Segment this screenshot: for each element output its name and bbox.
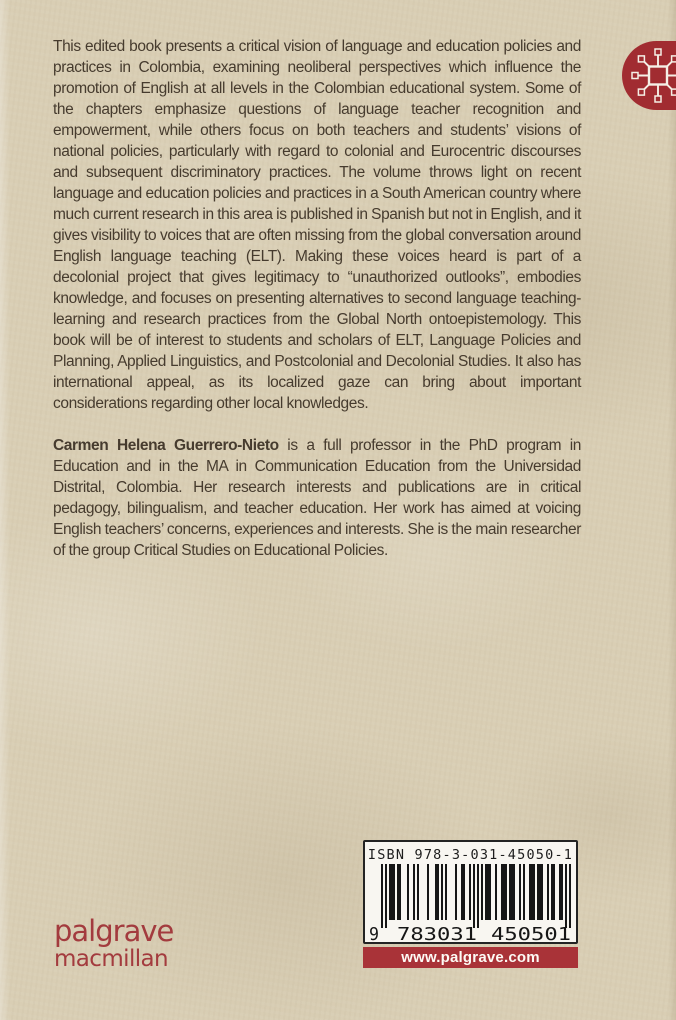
author-bio-text: is a full professor in the PhD program in Education and in the MA in Communication Education from the Universidad Distrital, Colombia. Her research interests and publications are in critical pedagogy, bilingualism, and teacher education. Her work has aimed at voicing English teachers’ concerns, experiences and interests. She is the main researcher of the group Critical Studies on Educational Policies. [53, 437, 582, 559]
publisher-logo [54, 916, 173, 971]
svg-text:9: 9 [369, 924, 379, 944]
author-name: Carmen Helena Guerrero-Nieto [53, 437, 279, 454]
barcode-block [363, 840, 578, 968]
ean13-barcode [368, 864, 573, 944]
svg-text:783031: 783031 [397, 924, 477, 944]
palgrave-wordmark: palgrave [54, 914, 174, 948]
series-emblem-badge [622, 41, 676, 110]
svg-text:450501: 450501 [491, 924, 571, 944]
website-url: www.palgrave.com [401, 949, 540, 966]
website-bar [363, 947, 578, 968]
author-bio [53, 435, 581, 561]
barcode-box [363, 840, 578, 944]
macmillan-wordmark: macmillan [54, 946, 168, 972]
book-blurb: This edited book presents a critical vision of language and education policies and practices in Colombia, examining neoliberal perspectives which influence the promotion of English at all levels in the Colombian educational system. Some of the chapters emphasize questions of language teacher recognition and empowerment, while others focus on both teachers and students’ visions of national policies, particularly with regard to colonial and Eurocentric discourses and subsequent discriminatory practices. The volume throws light on recent language and education policies and practices in a South American country where much current research in this area is published in Spanish but not in English, and it gives visibility to voices that are often missing from the global conversation around English language teaching (ELT). Making these voices heard is part of a decolonial project that gives legitimacy to “unauthorized outlooks”, embodies knowledge, and focuses on presenting alternatives to second language teaching-learning and research practices from the Global North ontoepistemology. This book will be of interest to students and scholars of ELT, Language Policies and Planning, Applied Linguistics, and Postcolonial and Decolonial Studies. It also has international appeal, as its localized gaze can bring about important considerations regarding other local knowledges. [53, 38, 581, 412]
back-cover-text [53, 36, 581, 561]
network-hub-icon [622, 41, 676, 110]
isbn-label: ISBN 978-3-031-45050-1 [367, 847, 574, 863]
